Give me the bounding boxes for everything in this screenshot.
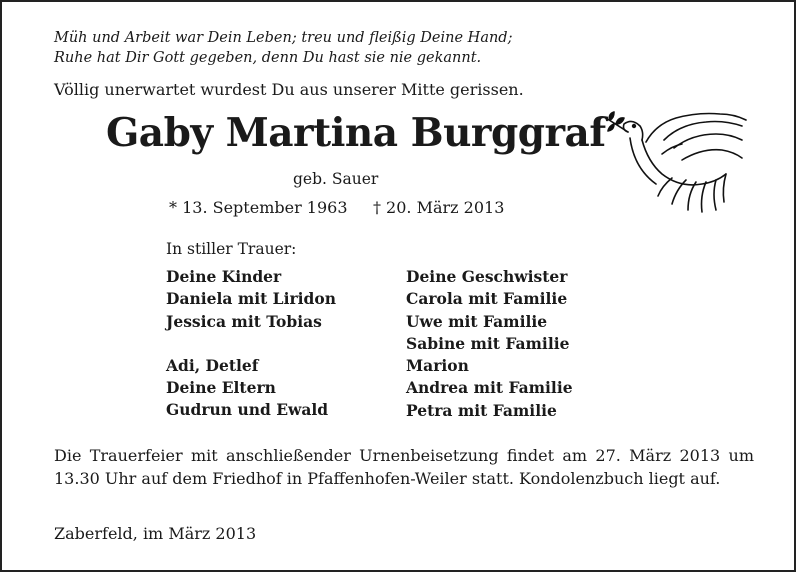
intro-text: Völlig unerwartet wurdest Du aus unserer Mitte gerissen. [54, 80, 524, 99]
mourner-entry: Andrea mit Familie [406, 378, 573, 398]
mourners-right-column [406, 266, 573, 422]
mourner-entry: Gudrun und Ewald [166, 400, 329, 420]
mourner-entry: Uwe mit Familie [406, 311, 548, 331]
mourner-entry: Adi, Detlef [166, 355, 259, 375]
mourner-entry: Sabine mit Familie [406, 333, 570, 353]
birth-name: geb. Sauer [293, 170, 379, 188]
mourner-entry: Petra mit Familie [406, 400, 557, 420]
poem-line-1: Müh und Arbeit war Dein Leben; treu und fleißig Deine Hand; [54, 30, 513, 46]
poem-line-2: Ruhe hat Dir Gott gegeben, denn Du hast sie nie gekannt. [54, 50, 482, 66]
place-and-date: Zaberfeld, im März 2013 [54, 524, 257, 543]
mourner-gap [166, 333, 336, 355]
deceased-name: Gaby Martina Burggraf [106, 110, 606, 156]
mourner-entry: Deine Kinder [166, 267, 282, 286]
mourner-entry: Daniela mit Liridon [166, 289, 336, 309]
life-dates: * 13. September 1963 † 20. März 2013 [169, 198, 505, 217]
mourner-entry: Marion [406, 356, 469, 376]
mourning-label: In stiller Trauer: [166, 240, 297, 258]
mourner-entry: Jessica mit Tobias [166, 311, 322, 331]
mourner-entry: Deine Geschwister [406, 267, 568, 286]
mourner-entry: Carola mit Familie [406, 289, 568, 309]
mourner-entry: Deine Eltern [166, 378, 276, 398]
dove-with-olive-branch-icon [602, 108, 752, 218]
funeral-info: Die Trauerfeier mit anschließender Urnenbeisetzung findet am 27. März 2013 um 13.30 Uhr auf dem Friedhof in Pfaffenhofen-Weiler statt. Kondolenzbuch liegt auf. [54, 446, 754, 488]
mourners-left-column [166, 266, 336, 422]
